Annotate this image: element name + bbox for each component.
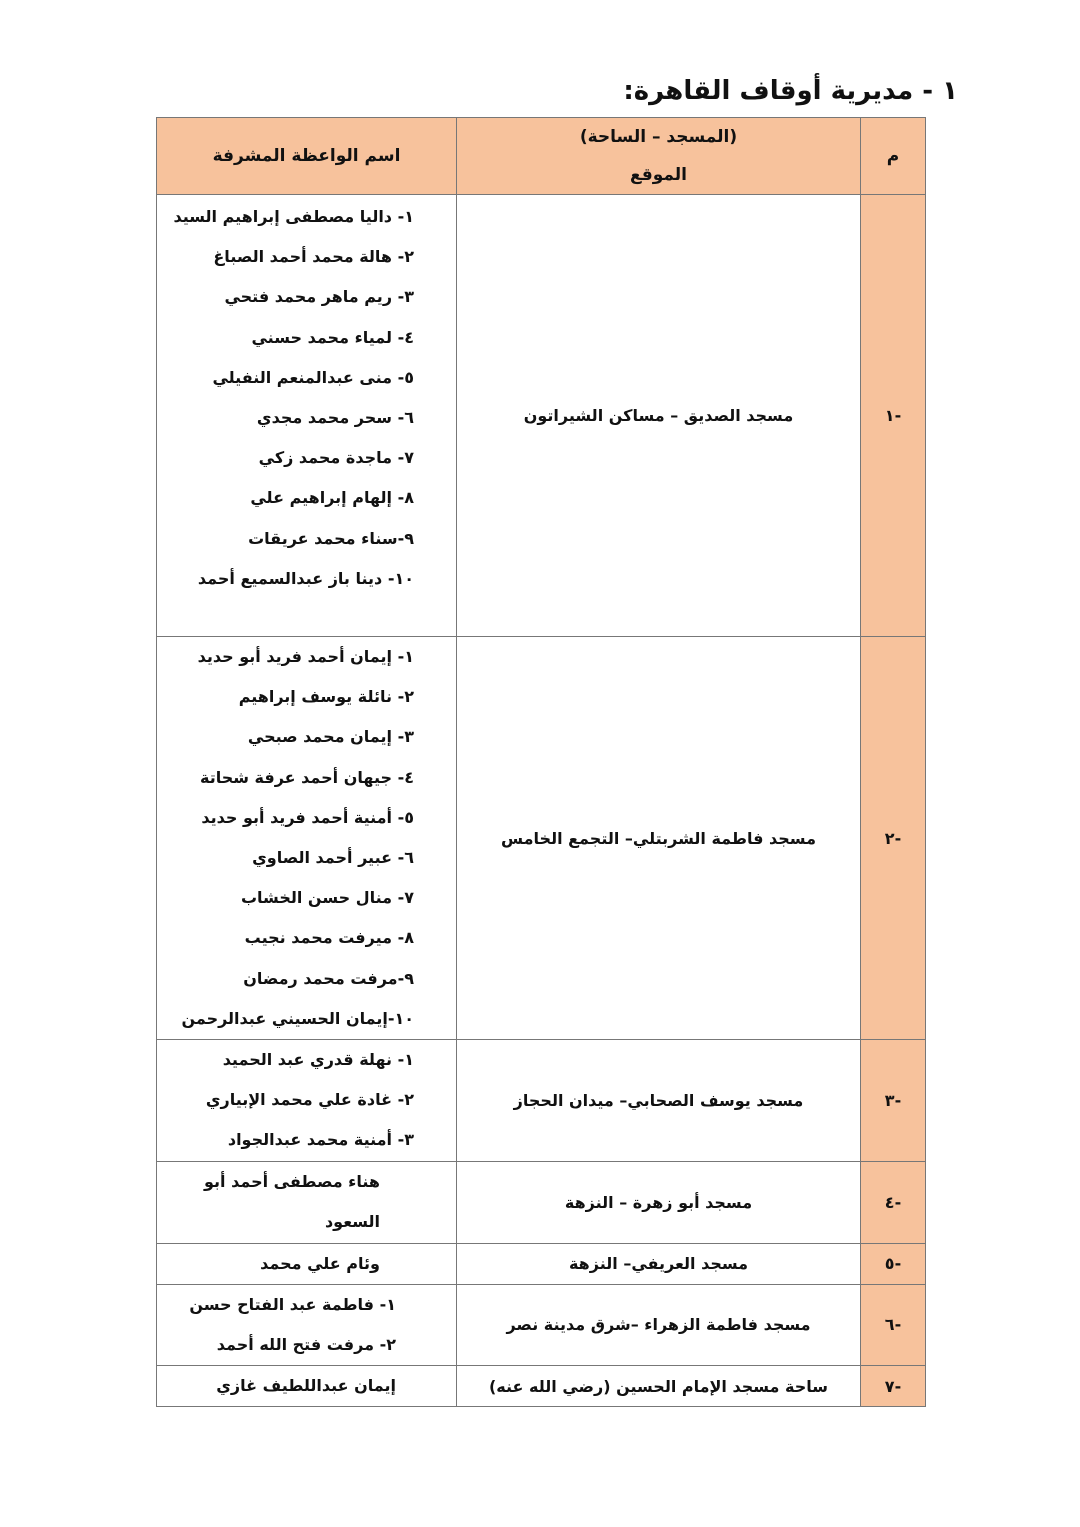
row-index: -٧ [861,1366,926,1407]
supervisor-name: وئام علي محمد [260,1253,380,1273]
header-location [457,118,861,195]
row-location: مسجد العريفي– النزهة [457,1243,861,1284]
row-names [157,1161,457,1243]
table-row [157,1284,926,1365]
supervisor-name: ١- نهلة قدري عبد الحميد [222,1050,414,1070]
header-names: اسم الواعظة المشرفة [157,118,457,195]
row-index: -٥ [861,1243,926,1284]
table-row [157,1161,926,1243]
supervisor-name: ٦- عبير أحمد الصاوي [252,848,414,868]
section-title: ١ - مديرية أوقاف القاهرة: [623,76,958,106]
row-location: مسجد فاطمة الشربتلي– التجمع الخامس [457,637,861,1040]
row-location: مسجد الصديق – مساكن الشيراتون [457,195,861,637]
table-row [157,195,926,637]
header-location-line1: (المسجد – الساحة) [579,127,738,147]
supervisor-name: ١٠- دينا باز عبدالسميع أحمد [197,568,414,588]
table-row [157,1366,926,1407]
supervisor-name: ٥- أمنية أحمد فريد أبو حديد [201,807,414,827]
supervisor-name: ٢- نائلة يوسف إبراهيم [238,687,414,707]
row-names [157,637,457,1040]
row-names [157,1243,457,1284]
table-row [157,1243,926,1284]
row-index: -٦ [861,1284,926,1365]
supervisor-name: السعود [324,1212,380,1232]
supervisor-name: ٤- لمياء محمد حسني [251,327,414,347]
supervisor-name: ٦- سحر محمد مجدي [256,408,414,428]
supervisor-name: ٨- إلهام إبراهيم علي [250,488,414,508]
supervisor-name: ٩-سناء محمد عريقات [248,528,414,548]
table-row [157,1040,926,1162]
row-names [157,195,457,637]
supervisor-name: ٧- منال حسن الخشاب [240,888,414,908]
supervisor-name: ٤- جيهان أحمد عرفة شحاتة [199,767,414,787]
row-location: مسجد أبو زهرة – النزهة [457,1161,861,1243]
row-names [157,1284,457,1365]
supervisor-name: ٣- ريم ماهر محمد فتحي [224,287,414,307]
supervisor-name: ٧- ماجدة محمد زكي [258,448,414,468]
supervisor-name: ١٠-إيمان الحسيني عبدالرحمن [181,1008,414,1028]
supervisor-name: ٩-مرفت محمد رمضان [243,968,414,988]
supervisor-name: إيمان عبداللطيف غازي [216,1376,396,1396]
supervisor-name: ١- داليا مصطفى إبراهيم السيد [173,207,414,226]
header-location-line2: الموقع [629,165,687,185]
supervisor-name: ٣- أمنية محمد عبدالجواد [227,1130,414,1150]
mosques-table [156,117,926,1407]
supervisor-name: ١- إيمان أحمد فريد أبو حديد [197,647,414,666]
row-index: -١ [861,195,926,637]
row-names [157,1366,457,1407]
row-index: -٢ [861,637,926,1040]
row-index: -٣ [861,1040,926,1162]
row-location: مسجد فاطمة الزهراء –شرق مدينة نصر [457,1284,861,1365]
row-location: مسجد يوسف الصحابي– ميدان الحجاز [457,1040,861,1162]
supervisor-name: ٨- ميرفت محمد نجيب [244,928,414,948]
supervisor-name: ١- فاطمة عبد الفتاح حسن [189,1294,396,1314]
table-header [157,118,926,195]
row-location: ساحة مسجد الإمام الحسين (رضي الله عنه) [457,1366,861,1407]
supervisor-name: ٥- منى عبدالمنعم النفيلي [212,367,414,387]
supervisor-name: ٣- إيمان محمد صبحي [247,727,414,747]
table-row [157,637,926,1040]
supervisor-name: هناء مصطفى أحمد أبو [204,1172,380,1192]
header-index: م [861,118,926,195]
supervisor-name: ٢- غادة علي محمد الإبياري [205,1090,414,1110]
row-names [157,1040,457,1162]
supervisor-name: ٢- هالة محمد أحمد الصباغ [213,247,414,267]
row-index: -٤ [861,1161,926,1243]
supervisor-name: ٢- مرفت فتح الله أحمد [216,1334,396,1354]
